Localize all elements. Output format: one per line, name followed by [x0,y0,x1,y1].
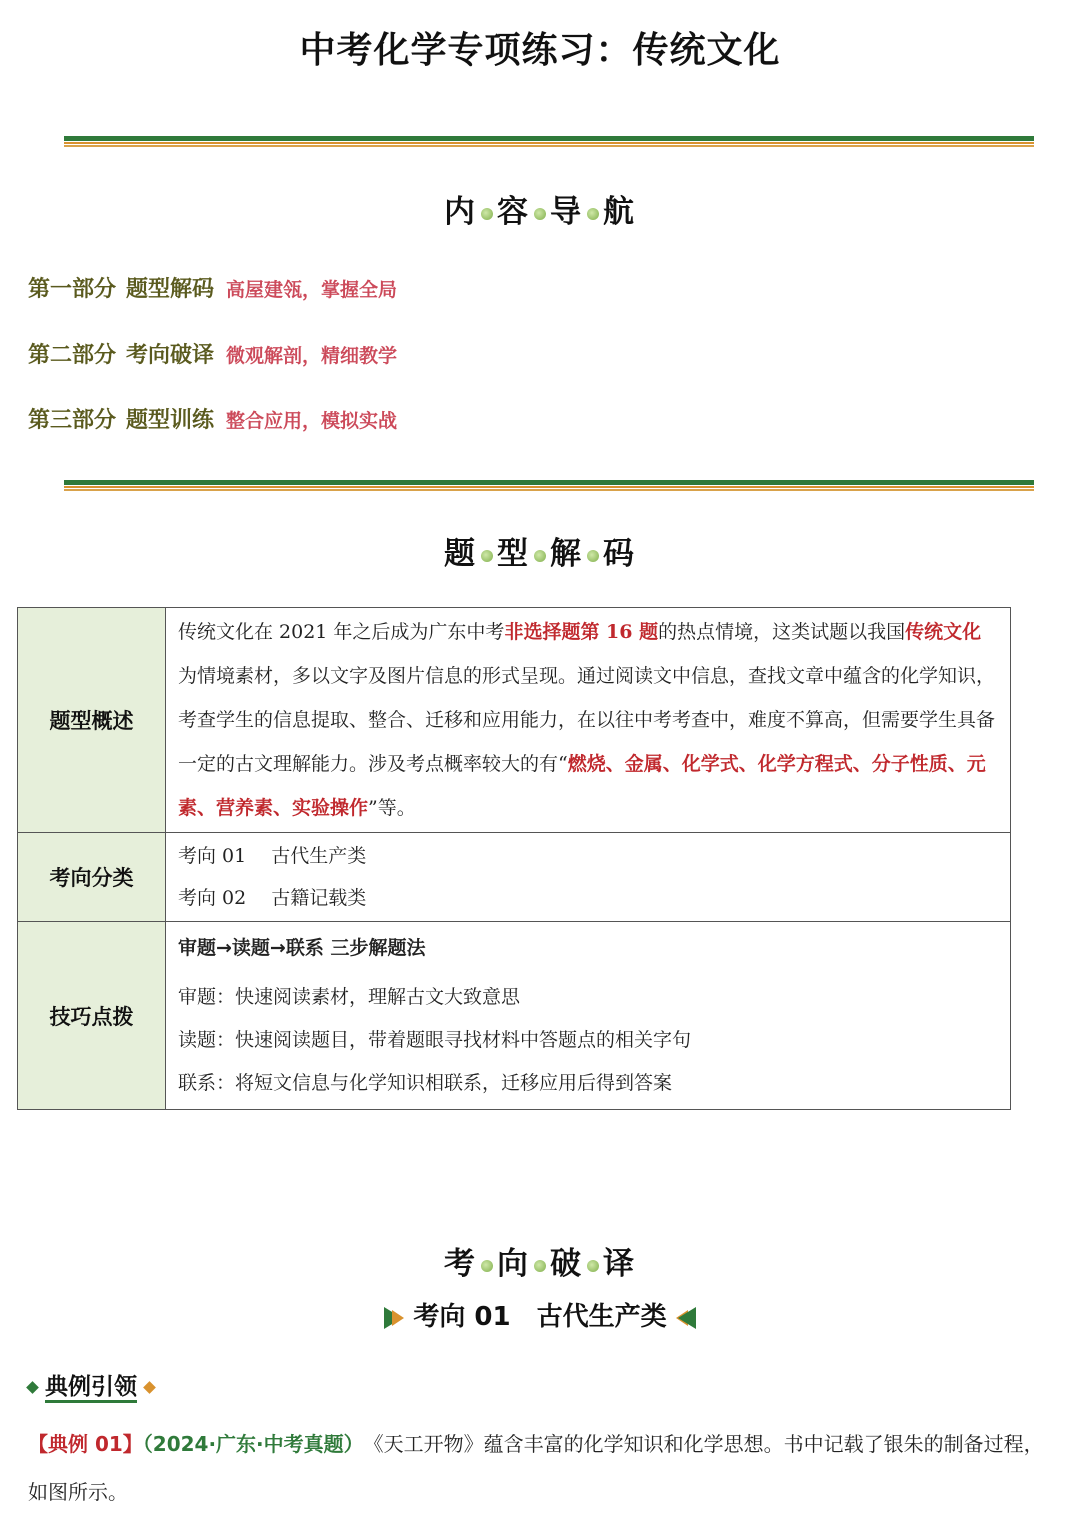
nav-item-part1 [28,272,397,303]
dot-icon [534,208,546,220]
nav-desc: 整合应用，模拟实战 [226,410,398,432]
tip-line: 审题：快速阅读素材，理解古文大致意思 [178,985,521,1008]
nav-desc: 微观解剖，精细教学 [226,345,398,367]
title-char: 译 [603,1246,636,1282]
overview-content [166,608,1011,833]
title-char: 内 [444,194,477,230]
title-char: 型 [497,536,530,572]
nav-topic: 题型训练 [126,408,215,433]
tips-heading: 审题→读题→联系 三步解题法 [178,936,426,959]
example-text: 《天工开物》蕴含丰富的化学知识和化学思想。书中记载了银朱的制备过程，如图所示。 [28,1432,1044,1504]
dot-icon [534,550,546,562]
table-row [18,608,1011,833]
table-row [18,833,1011,922]
example-heading-text: 典例引领 [45,1374,137,1403]
example-paragraph [28,1420,1063,1516]
title-char: 考 [444,1246,477,1282]
dot-icon [481,550,493,562]
title-char: 码 [603,536,636,572]
categories-label: 考向分类 [18,833,166,922]
diamond-icon [143,1381,156,1394]
overview-text: 为情境素材，多以文字及图片信息的形式呈现。通过阅读文中信息，查找文章中蕴含的化学知识，考查学生的信息提取、整合、迁移和应用能力，在以往中考考查中，难度不算高，但需要学生具备一定的古文理解能力。涉及考点概率较大的有“ [178,665,996,775]
tips-label: 技巧点拨 [18,922,166,1110]
tip-line: 联系：将短文信息与化学知识相联系，迁移应用后得到答案 [178,1071,673,1094]
example-heading [28,1368,154,1401]
section-title-nav [0,186,1080,231]
dot-icon [481,208,493,220]
arrow-left-icon [678,1307,696,1329]
nav-desc: 高屋建瓴，掌握全局 [226,279,398,301]
dot-icon [534,1260,546,1272]
table-row [18,922,1011,1110]
title-char: 容 [497,194,530,230]
title-char: 题 [444,536,477,572]
tip-line: 读题：快速阅读题目，带着题眼寻找材料中答题点的相关字句 [178,1028,692,1051]
document-title: 中考化学专项练习：传统文化 [299,30,781,71]
category-heading [0,1296,1080,1333]
overview-text: ”等。 [368,797,416,819]
title-char: 航 [603,194,636,230]
category-heading-text: 考向 01 古代生产类 [413,1302,667,1332]
dot-icon [587,550,599,562]
tips-content [166,922,1011,1110]
categories-content [166,833,1011,922]
title-char: 解 [550,536,583,572]
dot-icon [587,208,599,220]
arrow-right-icon [392,1310,404,1326]
divider-rule [64,480,1034,492]
nav-topic: 考向破译 [126,343,215,368]
section-title-decode [0,528,1080,573]
overview-label: 题型概述 [18,608,166,833]
highlight-text: 燃烧、金属、化学式、化学方程式、分子性质、元素、营养素、实验操作 [178,753,986,819]
overview-text: 的热点情境，这类试题以我国 [658,621,906,643]
nav-part: 第一部分 [28,277,117,302]
diamond-icon [26,1381,39,1394]
category-item: 考向 02 古籍记载类 [178,887,367,909]
title-char: 向 [497,1246,530,1282]
nav-part: 第二部分 [28,343,117,368]
divider-rule [64,136,1034,148]
highlight-text: 非选择题第 16 题 [504,621,659,643]
title-char: 导 [550,194,583,230]
example-source: （2024·广东·中考真题） [142,1432,354,1456]
section-title-direction [0,1238,1080,1283]
example-label: 【典例 01】 [28,1432,143,1456]
dot-icon [587,1260,599,1272]
overview-text: 传统文化在 2021 年之后成为广东中考 [178,621,505,643]
highlight-text: 传统文化 [905,621,982,643]
nav-item-part2 [28,338,397,369]
question-type-table [17,607,1011,1110]
dot-icon [481,1260,493,1272]
nav-part: 第三部分 [28,408,117,433]
nav-topic: 题型解码 [126,277,215,302]
title-char: 破 [550,1246,583,1282]
nav-item-part3 [28,403,397,434]
category-item: 考向 01 古代生产类 [178,845,367,867]
